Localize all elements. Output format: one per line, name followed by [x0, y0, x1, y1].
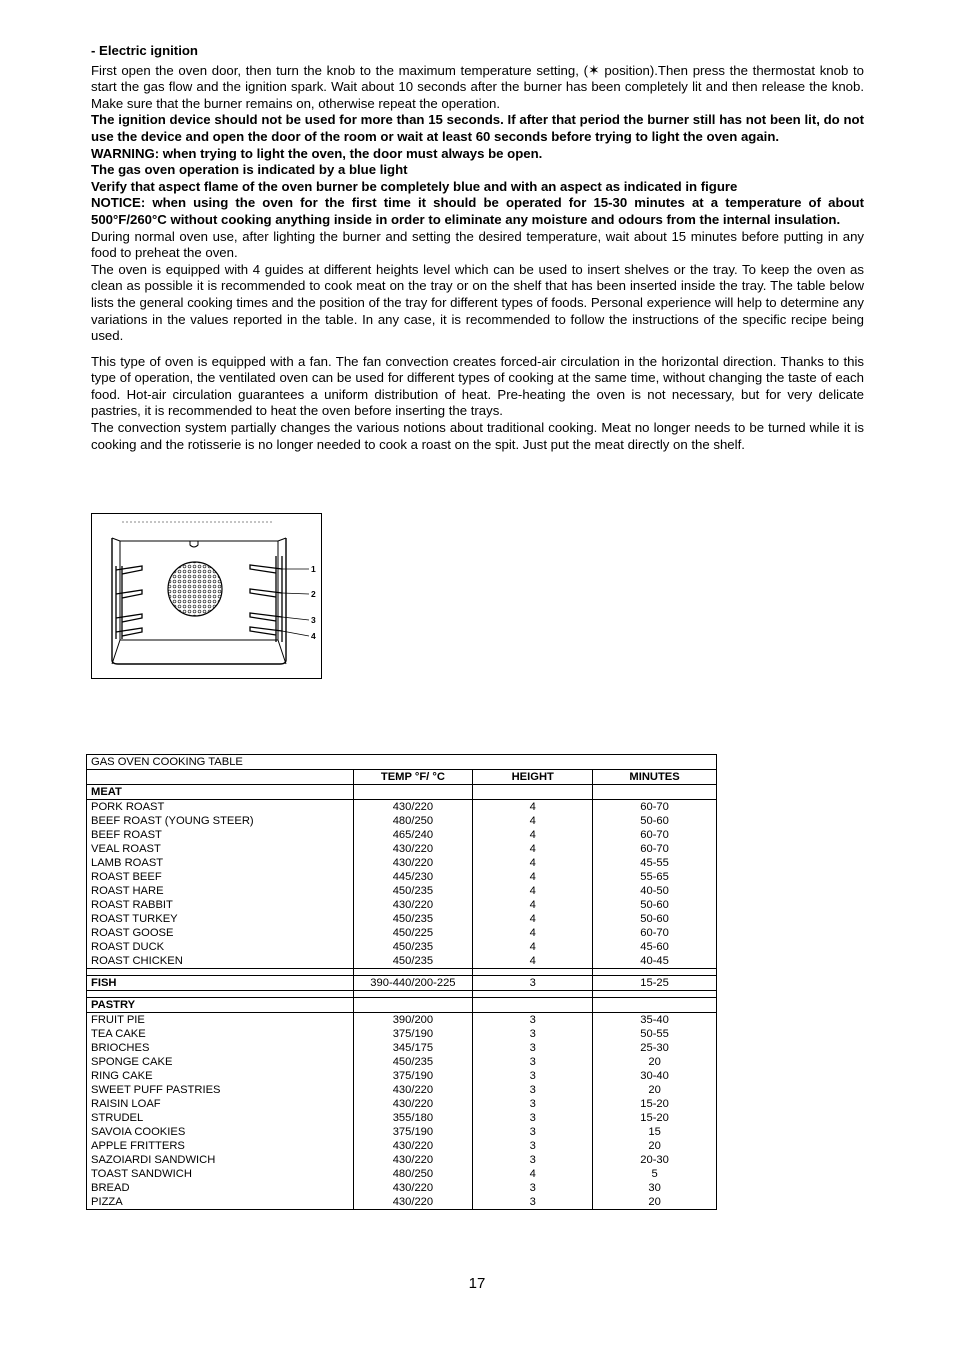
guide-label-3: 3	[311, 615, 316, 625]
height: 3	[473, 1055, 593, 1069]
oven-interior-drawing	[92, 514, 323, 680]
section-pastry-row	[87, 998, 717, 1013]
minutes: 20	[593, 1055, 717, 1069]
minutes: 50-55	[593, 1027, 717, 1041]
height: 4	[473, 1167, 593, 1181]
minutes: 15	[593, 1125, 717, 1139]
paragraph-ignition-part-b: position).Then press the thermostat knob to start the gas flow and the ignition spark. Wait about 10 seconds after the burner has been completely lit and then release the knob. Make sure that the burner remains on, otherwise repeat the operation.	[91, 62, 864, 111]
section-pastry-label: PASTRY	[87, 998, 354, 1013]
table-row	[87, 856, 717, 870]
fish-row	[87, 976, 717, 991]
temperature: 450/235	[353, 912, 473, 926]
food-name: RAISIN LOAF	[87, 1097, 354, 1111]
height: 4	[473, 926, 593, 940]
minutes: 50-60	[593, 898, 717, 912]
food-name: TEA CAKE	[87, 1027, 354, 1041]
paragraph-convection: The convection system partially changes the various notions about traditional cooking. Meat no longer needs to be turned while it is cooking and the rotisserie is no longer needed to cook a roast on the spit. Just put the meat directly on the shelf.	[91, 420, 864, 452]
table-row	[87, 1055, 717, 1069]
table-row	[87, 1181, 717, 1195]
table-row	[87, 870, 717, 884]
temperature: 480/250	[353, 1167, 473, 1181]
food-name: SAZOIARDI SANDWICH	[87, 1153, 354, 1167]
spacer-row	[87, 969, 717, 976]
height: 3	[473, 1097, 593, 1111]
section-heading: - Electric ignition	[91, 43, 198, 58]
table-row	[87, 898, 717, 912]
food-name: BRIOCHES	[87, 1041, 354, 1055]
temperature: 430/220	[353, 842, 473, 856]
table-row	[87, 1027, 717, 1041]
food-name: RING CAKE	[87, 1069, 354, 1083]
minutes: 30-40	[593, 1069, 717, 1083]
minutes: 60-70	[593, 800, 717, 815]
table-row	[87, 1069, 717, 1083]
food-name: APPLE FRITTERS	[87, 1139, 354, 1153]
temperature: 375/190	[353, 1125, 473, 1139]
guide-label-2: 2	[311, 589, 316, 599]
minutes: 60-70	[593, 926, 717, 940]
temperature: 450/225	[353, 926, 473, 940]
temperature: 345/175	[353, 1041, 473, 1055]
table-row	[87, 1111, 717, 1125]
section-meat-row	[87, 785, 717, 800]
page-number: 17	[468, 1275, 486, 1292]
table-row	[87, 800, 717, 815]
minutes: 5	[593, 1167, 717, 1181]
table-row	[87, 1083, 717, 1097]
temperature: 430/220	[353, 856, 473, 870]
food-name: SAVOIA COOKIES	[87, 1125, 354, 1139]
section-meat-label: MEAT	[87, 785, 354, 800]
paragraph-preheat: During normal oven use, after lighting the burner and setting the desired temperature, wait about 15 minutes before putting in any food to preheat the oven.	[91, 228, 864, 261]
max-temperature-icon: ✶	[587, 61, 600, 78]
minutes: 15-20	[593, 1097, 717, 1111]
food-name: ROAST BEEF	[87, 870, 354, 884]
food-name: ROAST HARE	[87, 884, 354, 898]
height: 3	[473, 1181, 593, 1195]
height: 3	[473, 1027, 593, 1041]
fish-height: 3	[473, 976, 593, 991]
height: 3	[473, 1013, 593, 1028]
minutes: 60-70	[593, 828, 717, 842]
table-title: GAS OVEN COOKING TABLE	[87, 755, 717, 770]
height: 4	[473, 898, 593, 912]
temperature: 465/240	[353, 828, 473, 842]
height: 3	[473, 1041, 593, 1055]
table-row	[87, 1125, 717, 1139]
table-row	[87, 1139, 717, 1153]
fish-minutes: 15-25	[593, 976, 717, 991]
minutes: 30	[593, 1181, 717, 1195]
table-row	[87, 814, 717, 828]
height: 4	[473, 828, 593, 842]
paragraph-ignition-part-a: First open the oven door, then turn the knob to the maximum temperature setting, (	[91, 62, 588, 78]
minutes: 60-70	[593, 842, 717, 856]
height: 4	[473, 856, 593, 870]
food-name: ROAST TURKEY	[87, 912, 354, 926]
food-name: SWEET PUFF PASTRIES	[87, 1083, 354, 1097]
height: 4	[473, 814, 593, 828]
height: 3	[473, 1139, 593, 1153]
first-use-notice: NOTICE: when using the oven for the first time it should be operated for 15-30 minutes at a temperature of about 500°F/260°C without cooking anything inside in order to eliminate any moisture and odours from the internal insulation.	[91, 195, 864, 227]
table-row	[87, 1041, 717, 1055]
food-name: SPONGE CAKE	[87, 1055, 354, 1069]
header-minutes: MINUTES	[593, 770, 717, 785]
minutes: 40-50	[593, 884, 717, 898]
table-row	[87, 912, 717, 926]
temperature: 430/220	[353, 800, 473, 815]
minutes: 15-20	[593, 1111, 717, 1125]
temperature: 430/220	[353, 1181, 473, 1195]
height: 4	[473, 940, 593, 954]
table-row	[87, 842, 717, 856]
minutes: 35-40	[593, 1013, 717, 1028]
height: 4	[473, 954, 593, 969]
pastry-rows	[87, 1013, 717, 1210]
minutes: 20	[593, 1195, 717, 1210]
height: 3	[473, 1153, 593, 1167]
table-row	[87, 1097, 717, 1111]
ignition-limit-note: The ignition device should not be used for more than 15 seconds. If after that period the burner still has not been lit, do not use the device and open the door of the room or wait at least 60 seconds before trying to light the oven again.	[91, 112, 864, 144]
temperature: 430/220	[353, 898, 473, 912]
flame-note: Verify that aspect flame of the oven burner be completely blue and with an aspect as indicated in figure	[91, 178, 738, 194]
meat-rows	[87, 800, 717, 969]
food-name: BEEF ROAST (YOUNG STEER)	[87, 814, 354, 828]
guide-label-4: 4	[311, 631, 316, 641]
cooking-table	[86, 754, 717, 1210]
temperature: 445/230	[353, 870, 473, 884]
food-name: VEAL ROAST	[87, 842, 354, 856]
height: 4	[473, 870, 593, 884]
height: 3	[473, 1111, 593, 1125]
height: 3	[473, 1083, 593, 1097]
temperature: 450/235	[353, 940, 473, 954]
food-name: LAMB ROAST	[87, 856, 354, 870]
food-name: ROAST RABBIT	[87, 898, 354, 912]
temperature: 430/220	[353, 1139, 473, 1153]
temperature: 450/235	[353, 884, 473, 898]
temperature: 355/180	[353, 1111, 473, 1125]
guide-label-1: 1	[311, 564, 316, 574]
food-name: BEEF ROAST	[87, 828, 354, 842]
food-name: ROAST CHICKEN	[87, 954, 354, 969]
food-name: STRUDEL	[87, 1111, 354, 1125]
height: 3	[473, 1069, 593, 1083]
temperature: 375/190	[353, 1069, 473, 1083]
spacer-row	[87, 991, 717, 998]
temperature: 390/200	[353, 1013, 473, 1028]
temperature: 430/220	[353, 1097, 473, 1111]
minutes: 20	[593, 1139, 717, 1153]
height: 4	[473, 842, 593, 856]
table-row	[87, 1153, 717, 1167]
temperature: 450/235	[353, 954, 473, 969]
table-row	[87, 926, 717, 940]
temperature: 430/220	[353, 1153, 473, 1167]
header-food	[87, 770, 354, 785]
food-name: TOAST SANDWICH	[87, 1167, 354, 1181]
table-header-row	[87, 770, 717, 785]
table-row	[87, 1167, 717, 1181]
table-row	[87, 1013, 717, 1028]
minutes: 50-60	[593, 814, 717, 828]
minutes: 45-55	[593, 856, 717, 870]
food-name: ROAST GOOSE	[87, 926, 354, 940]
temperature: 450/235	[353, 1055, 473, 1069]
temperature: 430/220	[353, 1195, 473, 1210]
temperature: 430/220	[353, 1083, 473, 1097]
food-name: ROAST DUCK	[87, 940, 354, 954]
table-row	[87, 1195, 717, 1210]
header-temp: TEMP °F/ °C	[353, 770, 473, 785]
table-row	[87, 884, 717, 898]
temperature: 480/250	[353, 814, 473, 828]
minutes: 20-30	[593, 1153, 717, 1167]
height: 4	[473, 884, 593, 898]
food-name: PORK ROAST	[87, 800, 354, 815]
blue-light-note: The gas oven operation is indicated by a blue light	[91, 162, 408, 178]
paragraph-guides: The oven is equipped with 4 guides at different heights level which can be used to insert shelves or the tray. To keep the oven as clean as possible it is recommended to cook meat on the tray or on the shelf that has been inserted inside the tray. The table below lists the general cooking times and the position of the tray for different types of foods. Personal experience will help to determine any variations in the values reported in the table. In any case, it is recommended to follow the instructions of the specific recipe being used.	[91, 261, 864, 344]
minutes: 50-60	[593, 912, 717, 926]
food-name: PIZZA	[87, 1195, 354, 1210]
instructions-text	[91, 43, 864, 453]
table-title-row	[87, 755, 717, 770]
minutes: 55-65	[593, 870, 717, 884]
table-row	[87, 828, 717, 842]
fish-label: FISH	[87, 976, 354, 991]
header-height: HEIGHT	[473, 770, 593, 785]
minutes: 25-30	[593, 1041, 717, 1055]
height: 3	[473, 1125, 593, 1139]
minutes: 45-60	[593, 940, 717, 954]
paragraph-fan: This type of oven is equipped with a fan. The fan convection creates forced-air circulation in the horizontal direction. Thanks to this type of operation, the ventilated oven can be used for different types of cooking at the same time, without changing the taste of each food. Hot-air circulation guarantees a uniform distribution of heat. Pre-heating the oven is not necessary, but for very delicate pastries, it is recommended to heat the oven before inserting the trays.	[91, 353, 864, 419]
fish-temp: 390-440/200-225	[353, 976, 473, 991]
warning-note: WARNING: when trying to light the oven, the door must always be open.	[91, 145, 543, 161]
temperature: 375/190	[353, 1027, 473, 1041]
minutes: 20	[593, 1083, 717, 1097]
table-row	[87, 940, 717, 954]
height: 4	[473, 800, 593, 815]
oven-guides-figure	[91, 513, 322, 679]
food-name: BREAD	[87, 1181, 354, 1195]
table-row	[87, 954, 717, 969]
height: 3	[473, 1195, 593, 1210]
paragraph-ignition	[91, 62, 864, 113]
height: 4	[473, 912, 593, 926]
minutes: 40-45	[593, 954, 717, 969]
food-name: FRUIT PIE	[87, 1013, 354, 1028]
